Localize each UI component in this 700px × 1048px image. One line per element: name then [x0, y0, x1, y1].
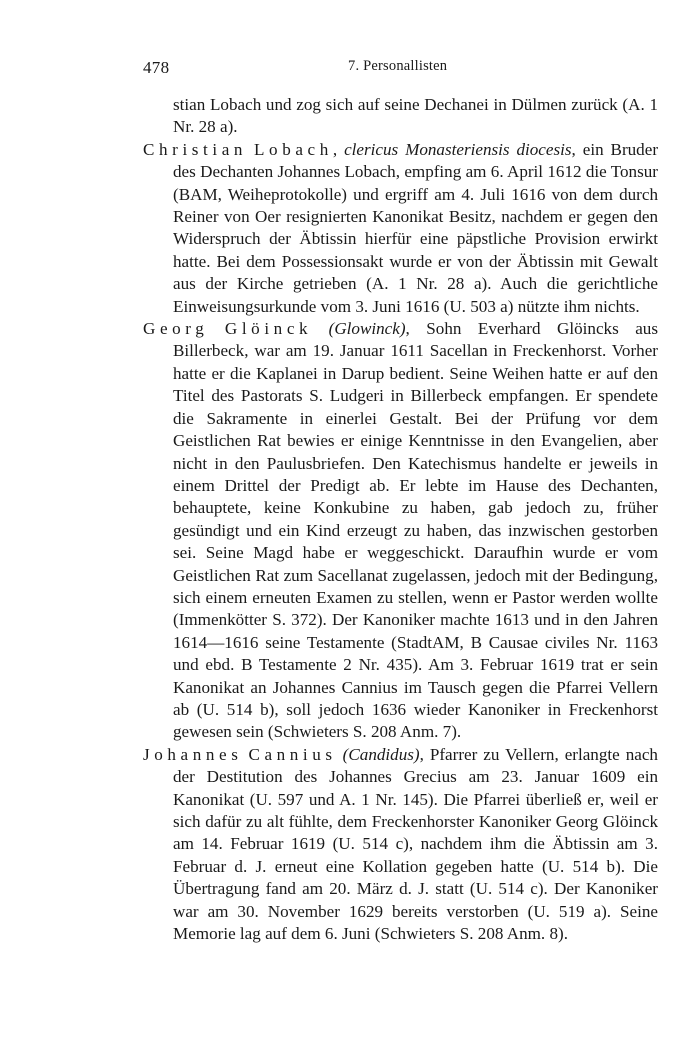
body-text: [143, 94, 658, 945]
entry-text: , Sohn Everhard Glöincks aus Billerbeck, war am 19. Januar 1611 Sacellan in Freckenhorst. Vorher hatte er die Kaplanei in Darup bedient. Seine Weihen hatte er auf den Titel des Pastorats S. Ludgeri in Billerbeck empfangen. Er spendete die Sakramente in einerlei Gestalt. Bei der Prüfung vor dem Geistlichen Rat bewies er einige Kenntnisse in den Evangelien, aber nicht in den Paulusbriefen. Den Katechismus handelte er jeweils in einem Drittel der Predigt ab. Er lebte im Hause des Dechanten, behauptete, keine Konkubine zu haben, gab jedoch zu, früher gesündigt und ein Kind erzeugt zu haben, das inzwischen gestorben sei. Seine Magd habe er weggeschickt. Daraufhin wurde er vom Geistlichen Rat zum Sacellanat zugelassen, jedoch mit der Bedingung, sich einem erneuten Examen zu stellen, wenn er Pastor werden wollte (Immenkötter S. 372). Der Kanoniker machte 1613 und in den Jahren 1614—1616 seine Testamente (StadtAM, B Causae civiles Nr. 1163 und ebd. B Testamente 2 Nr. 435). Am 3. Februar 1619 trat er sein Kanonikat an Johannes Cannius im Tausch gegen die Pfarrei Vellern ab (U. 514 b), soll jedoch 1636 wieder Kanoniker in Freckenhorst gewesen sein (Schwieters S. 208 Anm. 7).: [173, 319, 658, 742]
entry-alt-name: (Glowinck): [328, 319, 406, 339]
page-number: 478: [143, 58, 170, 77]
entry-text: , ein Bruder des Dechanten Johannes Lobach, empfing am 6. April 1612 die Tonsur (BAM, Weiheprotokolle) und ergriff am 4. Juli 1616 von dem durch Reiner von Oer resignierten Kanonikat Besitz, nachdem er gegen den Widerspruch der Äbtissin hierfür eine päpstliche Provision erwirkt hatte. Bei dem Possessionsakt wurde er von der Äbtissin mit Gewalt aus der Kirche getrieben (A. 1 Nr. 28 a). Auch die gerichtliche Einweisungsurkunde vom 3. Juni 1616 (U. 503 a) nützte ihm nichts.: [173, 139, 659, 316]
entry-name-family: Glöinck: [224, 319, 313, 339]
entry-alt-name: clericus Monasteriensis diocesis: [344, 139, 572, 159]
entry-name-given: Johannes: [143, 744, 243, 764]
entry-christian-lobach: Christian Lobach, clericus Monasteriensis diocesis, ein Bruder des Dechanten Johannes Lobach, empfing am 6. April 1612 die Tonsur (BAM, Weiheprotokolle) und ergriff am 4. Juli 1616 von dem durch Reiner von Oer resignierten Kanonikat Besitz, nachdem er gegen den Widerspruch der Äbtissin hierfür eine päpstliche Provision erwirkt hatte. Bei dem Possessionsakt wurde er von der Äbtissin mit Gewalt aus der Kirche getrieben (A. 1 Nr. 28 a). Auch die gerichtliche Einweisungsurkunde vom 3. Juni 1616 (U. 503 a) nützte ihm nichts.: [143, 139, 659, 316]
entry-name-family: Cannius: [248, 744, 337, 764]
entry-johannes-cannius: [143, 744, 658, 946]
entry-name-family: Lobach: [254, 139, 333, 159]
entry-georg-gloinck: [143, 318, 658, 744]
entry-text: , Pfarrer zu Vellern, erlangte nach der Destitution des Johannes Grecius am 23. Januar 1609 ein Kanonikat (U. 597 und A. 1 Nr. 145). Die Pfarrei überließ er, weil er sich dafür zu alt fühlte, dem Freckenhorster Kanoniker Georg Glöinck am 14. Februar 1619 (U. 514 c), nachdem ihm die Äbtissin am 3. Februar d. J. erneut eine Kollation gegeben hatte (U. 514 b). Die Übertragung fand am 20. März d. J. statt (U. 514 c). Der Kanoniker war am 30. November 1629 bereits verstorben (U. 519 a). Seine Memorie lag auf dem 6. Juni (Schwieters S. 208 Anm. 8).: [173, 744, 658, 944]
entry-name-given: Georg: [143, 319, 209, 339]
entry-continuation: [143, 94, 658, 139]
running-head: 7. Personallisten: [348, 58, 448, 74]
entry-alt-name: (Candidus): [342, 744, 420, 764]
entry-name-given: Christian: [143, 139, 248, 159]
entry-text: stian Lobach und zog sich auf seine Dechanei in Dülmen zurück (A. 1 Nr. 28 a).: [173, 95, 658, 137]
